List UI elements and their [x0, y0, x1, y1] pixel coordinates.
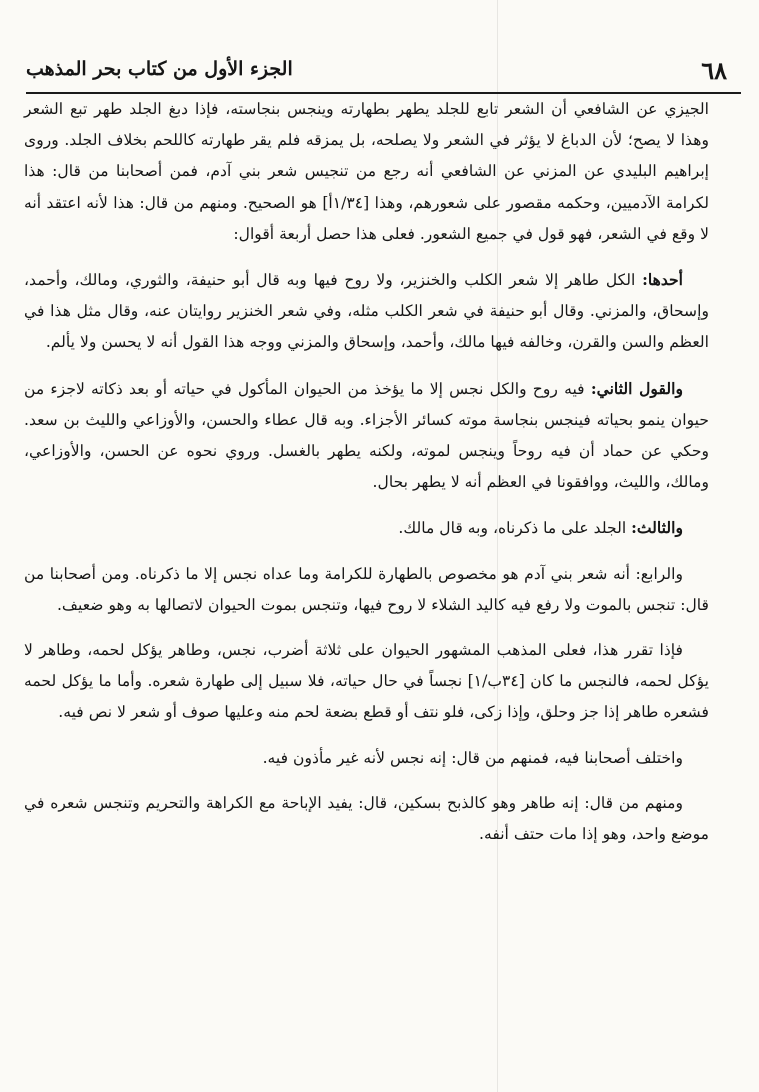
- paragraph: [24, 512, 709, 544]
- paragraph-text: والرابع: أنه شعر بني آدم هو مخصوص بالطهارة للكرامة وما عداه نجس إلا ما ذكرناه. ومن أصحابنا من قال: تنجس بالموت ولا رفع فيه كاليد الشلاء لا روح فيها، وتنجس بموت الحيوان لاتصالها به وهو ضعيف.: [24, 564, 709, 614]
- page-number: ٦٨: [701, 56, 727, 85]
- paragraph: [24, 559, 709, 621]
- paragraph-lead: والقول الثاني:: [590, 378, 683, 398]
- paragraph-text: الجيزي عن الشافعي أن الشعر تابع للجلد يطهر بطهارته وينجس بنجاسته، فإذا دبغ الجلد طهر تبع الشعر وهذا لا يصح؛ لأن الدباغ لا يؤثر في الشعر ولا يصلحه، بل يمزقه فلم يقر طهارته كاللحم بخلاف الجلد. وروى إبراهيم البليدي عن المزني عن الشافعي أنه رجع من تنجيس شعر بني آدم، فمن أصحابنا من قال: هذا لكرامة الآدميين، وحكمه مقصور على شعورهم، وهذا [١/٣٤أ] هو الصحيح. ومنهم من قال: هذا لأنه اعتقد أنه لا وقع في الشعر، فهو قول في جميع الشعور. فعلى هذا حصل أربعة أقوال:: [24, 100, 709, 243]
- page-header: [26, 52, 741, 94]
- running-title: الجزء الأول من كتاب بحر المذهب: [26, 58, 293, 80]
- paragraph: [24, 743, 709, 774]
- paragraph: [24, 373, 709, 499]
- paragraph-text: فإذا تقرر هذا، فعلى المذهب المشهور الحيوان على ثلاثة أضرب، نجس، وطاهر يؤكل لحمه، وطاهر لا يؤكل لحمه، فالنجس ما كان [٣٤ب/١] نجساً في حال حياته، فلا سبيل إلى طهارة شعره. وأما ما يؤكل لحمه فشعره طاهر إذا جز وحلق، وإذا زكى، فلو نتف أو قطع بضعة لحم منه وعليها صوف أو شعر لا نص فيه.: [24, 641, 710, 722]
- paragraph-text: الكل طاهر إلا شعر الكلب والخنزير، ولا روح فيها وبه قال أبو حنيفة، والثوري، ومالك، وأحمد، وإسحاق، والمزني. وقال أبو حنيفة في شعر الكلب مثله، وفي شعر الخنزير روايتان عنه، وقال مثل هذا في العظم والسن والقرن، وخالفه فيها مالك، وأحمد، وإسحاق والمزني ووجه هذا القول أنه لا يحسن ولا يألم.: [24, 271, 709, 352]
- paragraph-lead: والثالث:: [631, 518, 683, 538]
- paragraph: [24, 264, 709, 359]
- paragraph-text: الجلد على ما ذكرناه، وبه قال مالك.: [398, 519, 632, 538]
- paragraph-text: ومنهم من قال: إنه طاهر وهو كالذبح بسكين، قال: يفيد الإباحة مع الكراهة والتحريم وتنجس شعره في موضع واحد، وهو إذا مات حتف أنفه.: [24, 793, 709, 844]
- paragraph: [24, 94, 709, 250]
- paragraph-text: واختلف أصحابنا فيه، فمنهم من قال: إنه نجس لأنه غير مأذون فيه.: [262, 748, 683, 767]
- paragraph-lead: أحدها:: [642, 270, 683, 290]
- paragraph-text: فيه روح والكل نجس إلا ما يؤخذ من الحيوان المأكول في حياته أو بعد ذكاته لاجزء من حيوان ينمو بحياته فينجس بنجاسة موته كسائر الأجزاء. وبه قال عطاء والحسن، والأوزاعي والليث بن سعد. وحكي عن حماد أن فيه روحاً وينجس لموته، ولكنه يطهر بالغسل. وروي نحوه عن الحسن، والأوزاعي، ومالك، والليث، ووافقونا في العظم أنه لا يطهر بحال.: [24, 379, 709, 492]
- paragraph: [24, 635, 709, 729]
- paragraph: [24, 788, 709, 850]
- page-body: [24, 94, 709, 864]
